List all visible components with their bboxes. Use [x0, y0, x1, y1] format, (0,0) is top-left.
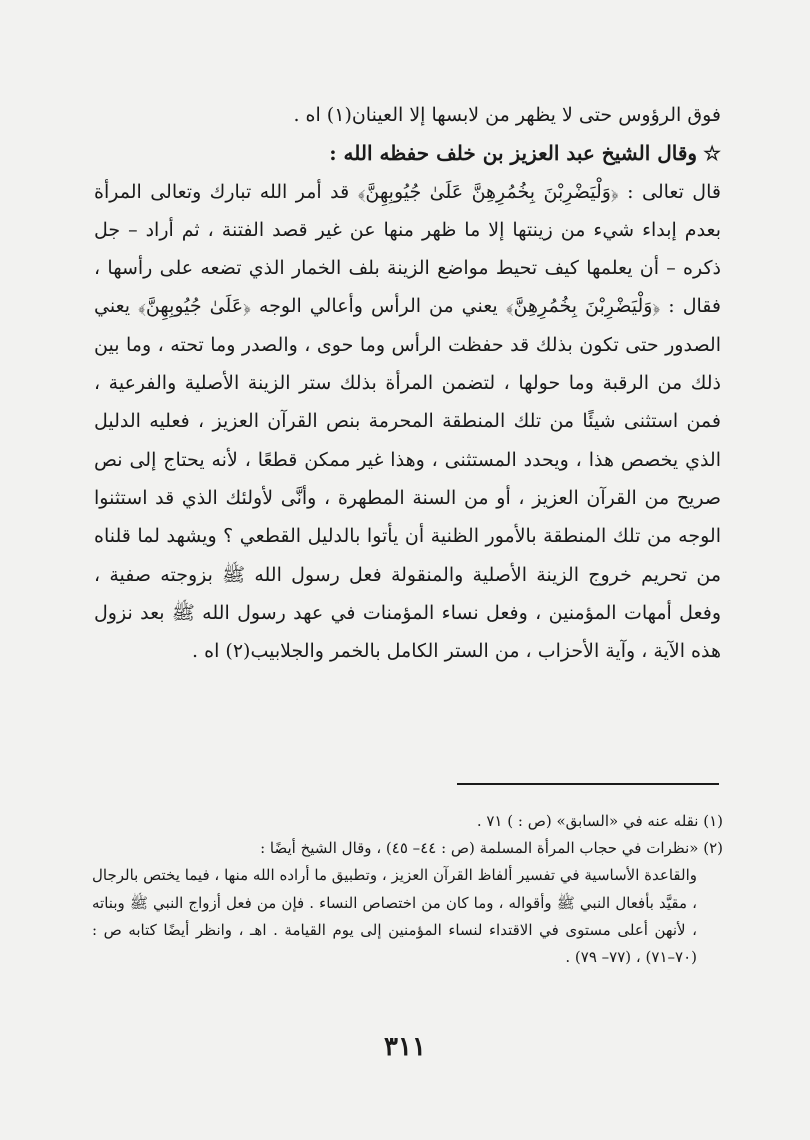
section-heading	[94, 134, 721, 172]
footnote-1: (١) نقله عنه في «السابق» (ص : ) ٧١ .	[476, 812, 723, 830]
footnotes	[92, 808, 723, 971]
main-text	[94, 96, 721, 670]
footnote-divider	[457, 783, 719, 785]
body-paragraph: قال تعالى : ﴿وَلْيَضْرِبْنَ بِخُمُرِهِنَّ عَلَىٰ جُيُوبِهِنَّ﴾ قد أمر الله تبارك وتعالى المرأة بعدم إبداء شيء من زينتها إلا ما ظهر منها عن غير قصد الفتنة ، ثم أراد – جل ذكره – أن يعلمها كيف تحيط مواضع الزينة بلف الخمار الذي تضعه على رأسها ، فقال : ﴿وَلْيَضْرِبْنَ بِخُمُرِهِنَّ﴾ يعني من الرأس وأعالي الوجه ﴿عَلَىٰ جُيُوبِهِنَّ﴾ يعني الصدور حتى تكون بذلك قد حفظت الرأس وما حوى ، والصدر وما تحته ، وما بين ذلك من الرقبة وما حولها ، لتضمن المرأة بذلك ستر الزينة الأصلية والفرعية ، فمن استثنى شيئًا من تلك المنطقة المحرمة بنص القرآن العزيز ، فعليه الدليل الذي يخصص هذا ، ويحدد المستثنى ، وهذا غير ممكن قطعًا ، لأنه يحتاج إلى نص صريح من القرآن العزيز ، أو من السنة المطهرة ، وأنَّى لأولئك الذي قد استثنوا الوجه من تلك المنطقة بالأمور الظنية أن يأتوا بالدليل القطعي ؟ ويشهد لما قلناه من تحريم خروج الزينة الأصلية والمنقولة فعل رسول الله ﷺ بزوجته صفية ، وفعل أمهات المؤمنين ، وفعل نساء المؤمنات في عهد رسول الله ﷺ بعد نزول هذه الآية ، وآية الأحزاب ، من الستر الكامل بالخمر والجلابيب(٢) اه .	[94, 180, 721, 663]
footnote-2-first-line: (٢) «نظرات في حجاب المرأة المسلمة (ص : ٤٤– ٤٥) ، وقال الشيخ أيضًا :	[260, 839, 723, 858]
continuation-line: فوق الرؤوس حتى لا يظهر من لابسها إلا العينان(١) اه .	[293, 104, 721, 126]
footnote-2-body: والقاعدة الأساسية في تفسير ألفاظ القرآن العزيز ، وتطبيق ما أراده الله منها ، فيما يختص بالرجال ، مقيَّد بأفعال النبي ﷺ وأقواله ، وما كان من اختصاص النساء . فإن من فعل أزواج النبي ﷺ وبناته ، لأنهن أعلى مستوى في الاقتداء لنساء المؤمنين إلى يوم القيامة . اهـ ، وانظر أيضًا كتابه ص : (٧٠–٧١) ، (٧٧– ٧٩) .	[92, 866, 697, 967]
heading-text: وقال الشيخ عبد العزيز بن خلف حفظه الله :	[329, 141, 698, 166]
star-icon: ☆	[703, 141, 721, 166]
page-number: ٣١١	[384, 1032, 426, 1062]
